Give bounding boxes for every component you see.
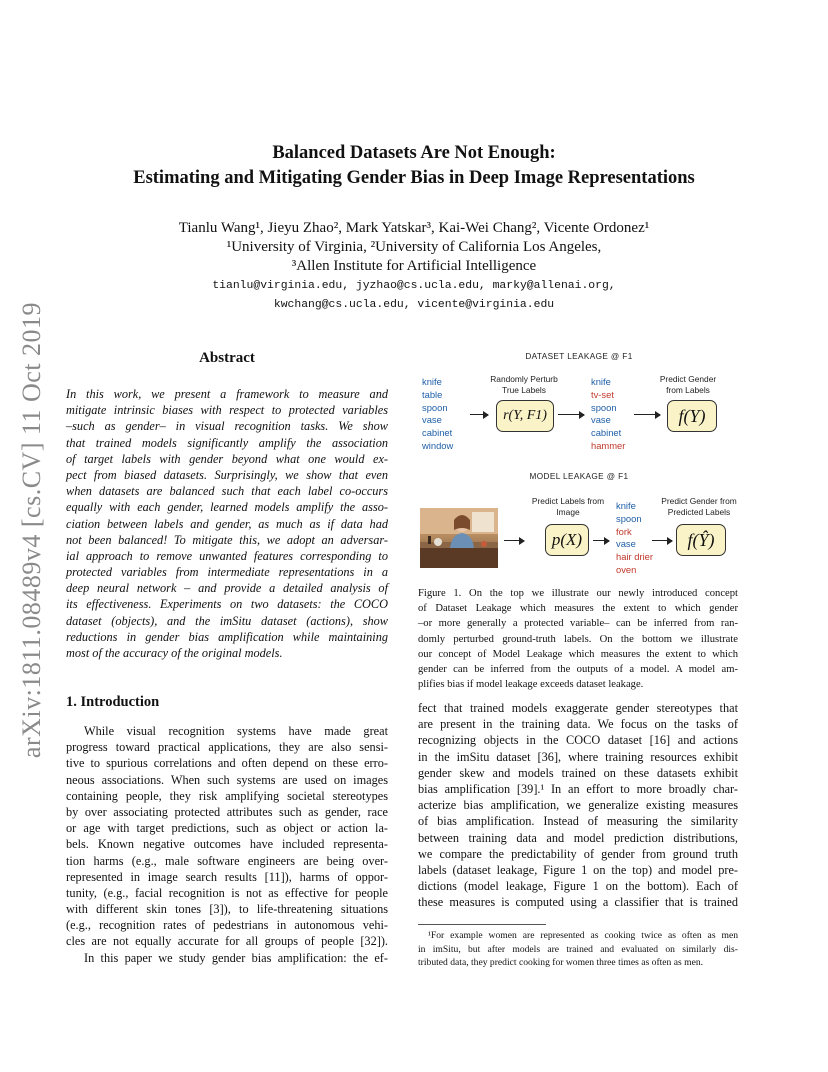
- figure-1-caption: [418, 586, 738, 692]
- email-line-1: tianlu@virginia.edu, jyzhao@cs.ucla.edu, marky@allenai.org,: [212, 280, 616, 292]
- text-line: progress toward practical applications, they are also sensi-: [66, 740, 388, 755]
- text-line: our concept of Model Leakage which measures the extent to which: [418, 648, 738, 660]
- affiliation-line-2: ³Allen Institute for Artificial Intelligence: [291, 258, 537, 274]
- label-item: cabinet: [422, 427, 453, 439]
- paper-title: [0, 141, 828, 191]
- text-line: labels (dataset leakage, Figure 1 on the top) and model pre-: [418, 862, 738, 877]
- abstract-body: [66, 386, 388, 661]
- title-line-2: Estimating and Mitigating Gender Bias in Deep Image Representations: [133, 168, 695, 188]
- predict-gender-pred-label: Predict Gender from Predicted Labels: [661, 496, 737, 517]
- label-item: hammer: [591, 439, 626, 451]
- text-line: tive to spurious correlations and often depend on these erro-: [66, 756, 388, 771]
- text-line: In this paper we study gender bias amplification: the ef-: [84, 950, 388, 965]
- intro-left-column: [66, 723, 388, 966]
- label-predictor-box: p(X): [545, 524, 589, 556]
- text-line: most of the accuracy of the original models.: [66, 646, 283, 660]
- arrow-to-gender-classifier: [634, 414, 660, 415]
- text-line: ¹For example women are represented as cooking twice as often as men: [428, 930, 738, 941]
- arrow-to-perturb: [470, 414, 488, 415]
- label-item: spoon: [591, 401, 617, 413]
- title-line-1: Balanced Datasets Are Not Enough:: [272, 143, 556, 163]
- text-line: by over associating protected attributes such as gender, race: [66, 804, 388, 819]
- abstract-heading: Abstract: [199, 350, 255, 366]
- model-leakage-title: MODEL LEAKAGE @ F1: [529, 472, 629, 481]
- predicted-labels-list: [616, 500, 653, 577]
- label-item: vase: [422, 414, 442, 426]
- text-line: domly perturbed ground-truth labels. On the bottom we illustrate: [418, 633, 738, 645]
- text-line: gender can be inferred from the outputs of a model. A model am-: [418, 663, 738, 675]
- predict-gender-label: Predict Gender from Labels: [659, 374, 717, 395]
- label-item: vase: [616, 538, 636, 550]
- text-line: ial approach to remove unwanted features corresponding to: [66, 548, 388, 563]
- author-block: [0, 219, 828, 276]
- label-item: spoon: [422, 401, 448, 413]
- text-line: gender skew and models trained on these datasets exhibit: [418, 765, 738, 780]
- email-line-2: kwchang@cs.ucla.edu, vicente@virginia.edu: [273, 299, 555, 311]
- arrow-to-predictor: [504, 540, 524, 541]
- author-names: Tianlu Wang¹, Jieyu Zhao², Mark Yatskar³, Kai-Wei Chang², Vicente Ordonez¹: [178, 220, 650, 236]
- text-line: equally with each gender, learned models amplify the asso-: [66, 500, 388, 515]
- text-line: containing people, they risk amplifying societal stereotypes: [66, 788, 388, 803]
- label-item: knife: [616, 500, 636, 511]
- label-item: vase: [591, 414, 611, 426]
- text-line: we compare the predictability of gender from ground truth: [418, 846, 738, 861]
- author-emails: [0, 277, 828, 315]
- text-line: –such as gender– in visual recognition tasks. We show: [66, 419, 388, 434]
- text-line: its effectiveness. Experiments on two datasets: the COCO: [66, 597, 388, 612]
- text-line: recognizing objects in the COCO dataset [16] and actions: [418, 733, 738, 748]
- intro-right-column: [418, 700, 738, 910]
- text-line: represented in image search results [11]), harms of oppor-: [66, 869, 388, 884]
- introduction-heading: 1. Introduction: [66, 694, 160, 710]
- gender-classifier-predicted-box: f(Ŷ): [676, 524, 726, 556]
- text-line: of Dataset Leakage which measures the extent to which gender: [418, 603, 738, 615]
- text-line: tributed data, they predict cooking for women three times as often as men.: [418, 957, 704, 969]
- label-item: tv-set: [591, 388, 614, 400]
- arxiv-stamp-text: arXiv:1811.08489v4 [cs.CV] 11 Oct 2019: [17, 301, 46, 759]
- text-line: with different skin tones [3]), to life-threatening situations: [66, 902, 388, 917]
- arrow-from-predictor: [593, 540, 609, 541]
- text-line: dictions (model leakage, Figure 1 on the bottom). Each of: [418, 879, 738, 894]
- text-line: deep neural network – and provide a detailed analysis of: [66, 581, 388, 596]
- arrow-from-perturb: [558, 414, 584, 415]
- text-line: are present in the training data. We focus on the tasks of: [418, 717, 738, 732]
- text-line: not been balanced! To mitigate this, we adopt an adversar-: [66, 532, 388, 547]
- text-line: fect that trained models exaggerate gender stereotypes that: [418, 701, 738, 715]
- text-line: cles are not equally accurate for all groups of people [32]).: [66, 934, 388, 949]
- text-line: that trained models significantly amplify the association: [66, 435, 388, 450]
- label-item: spoon: [616, 512, 642, 524]
- text-line: when datasets are balanced such that each label co-occurs: [66, 484, 388, 499]
- perturb-function-box: r(Y, F1): [496, 400, 554, 432]
- label-item: window: [422, 439, 454, 451]
- text-line: bels. Known negative outcomes have included representa-: [66, 837, 388, 852]
- arrow-to-gender-classifier-2: [652, 540, 672, 541]
- dataset-leakage-title: DATASET LEAKAGE @ F1: [525, 352, 633, 361]
- perturbed-labels-list: [591, 376, 625, 453]
- text-line: tunity, (e.g., facial recognition is not as effective for people: [66, 885, 388, 900]
- gender-classifier-box: f(Y): [667, 400, 717, 432]
- label-item: table: [422, 388, 443, 400]
- text-line: tion harms (e.g., male software engineers are being over-: [66, 853, 388, 868]
- text-line: protected variables from intermediate representations in a: [66, 565, 388, 580]
- footnote-rule: [418, 924, 546, 925]
- text-line: ciation between labels and gender, as much as if data had: [66, 516, 388, 531]
- text-line: in the imSitu dataset [36], where training resources exhibit: [418, 749, 738, 764]
- text-line: mitigate intrinsic biases with respect to protected variables: [66, 403, 388, 418]
- text-line: in imSitu, but after models are trained and evaluated on similarly dis-: [418, 943, 738, 955]
- affiliation-line-1: ¹University of Virginia, ²University of California Los Angeles,: [226, 239, 602, 255]
- text-line: or age with target predictions, such as object or action la-: [66, 821, 388, 836]
- kitchen-photo-art: [420, 508, 498, 568]
- label-item: fork: [616, 525, 632, 537]
- text-line: dataset (objects), and the imSitu dataset (actions), show: [66, 613, 388, 628]
- text-line: of target labels with gender beyond what one would ex-: [66, 451, 388, 466]
- text-line: neous associations. When such systems are used on images: [66, 772, 388, 787]
- text-line: these measures is computed using a classifier that is trained: [418, 895, 738, 910]
- footnote: [418, 929, 738, 970]
- arxiv-stamp: [12, 290, 52, 770]
- label-item: knife: [591, 376, 611, 387]
- text-line: of bias amplification. Instead of measuring the similarity: [418, 814, 738, 829]
- text-line: between training data and model prediction distributions,: [418, 830, 738, 845]
- text-line: Figure 1. On the top we illustrate our newly introduced concept: [418, 588, 738, 599]
- text-line: pect from biased datasets. Surprisingly, we show that even: [66, 467, 388, 482]
- text-line: –or more generally a protected variable– can be inferred from ran-: [418, 618, 738, 630]
- true-labels-list: [422, 376, 453, 453]
- label-item: cabinet: [591, 427, 622, 439]
- text-line: While visual recognition systems have made great: [84, 724, 388, 738]
- perturb-label: Randomly Perturb True Labels: [490, 374, 558, 395]
- text-line: acterize bias amplification, we generalize existing measures: [418, 798, 738, 813]
- text-line: In this work, we present a framework to measure and: [66, 387, 388, 401]
- text-line: bias amplification [39].¹ In an effort to more broadly char-: [418, 781, 738, 796]
- text-line: (e.g., recognition rates of pedestrians in autonomous vehi-: [66, 918, 388, 933]
- kitchen-photo: [420, 508, 498, 568]
- predict-labels-label: Predict Labels from Image: [531, 496, 605, 517]
- label-item: oven: [616, 563, 637, 575]
- label-item: hair drier: [616, 551, 653, 563]
- text-line: plifies bias if model leakage exceeds dataset leakage.: [418, 679, 644, 691]
- text-line: reductions in gender bias amplification while maintaining: [66, 629, 388, 644]
- label-item: knife: [422, 376, 442, 387]
